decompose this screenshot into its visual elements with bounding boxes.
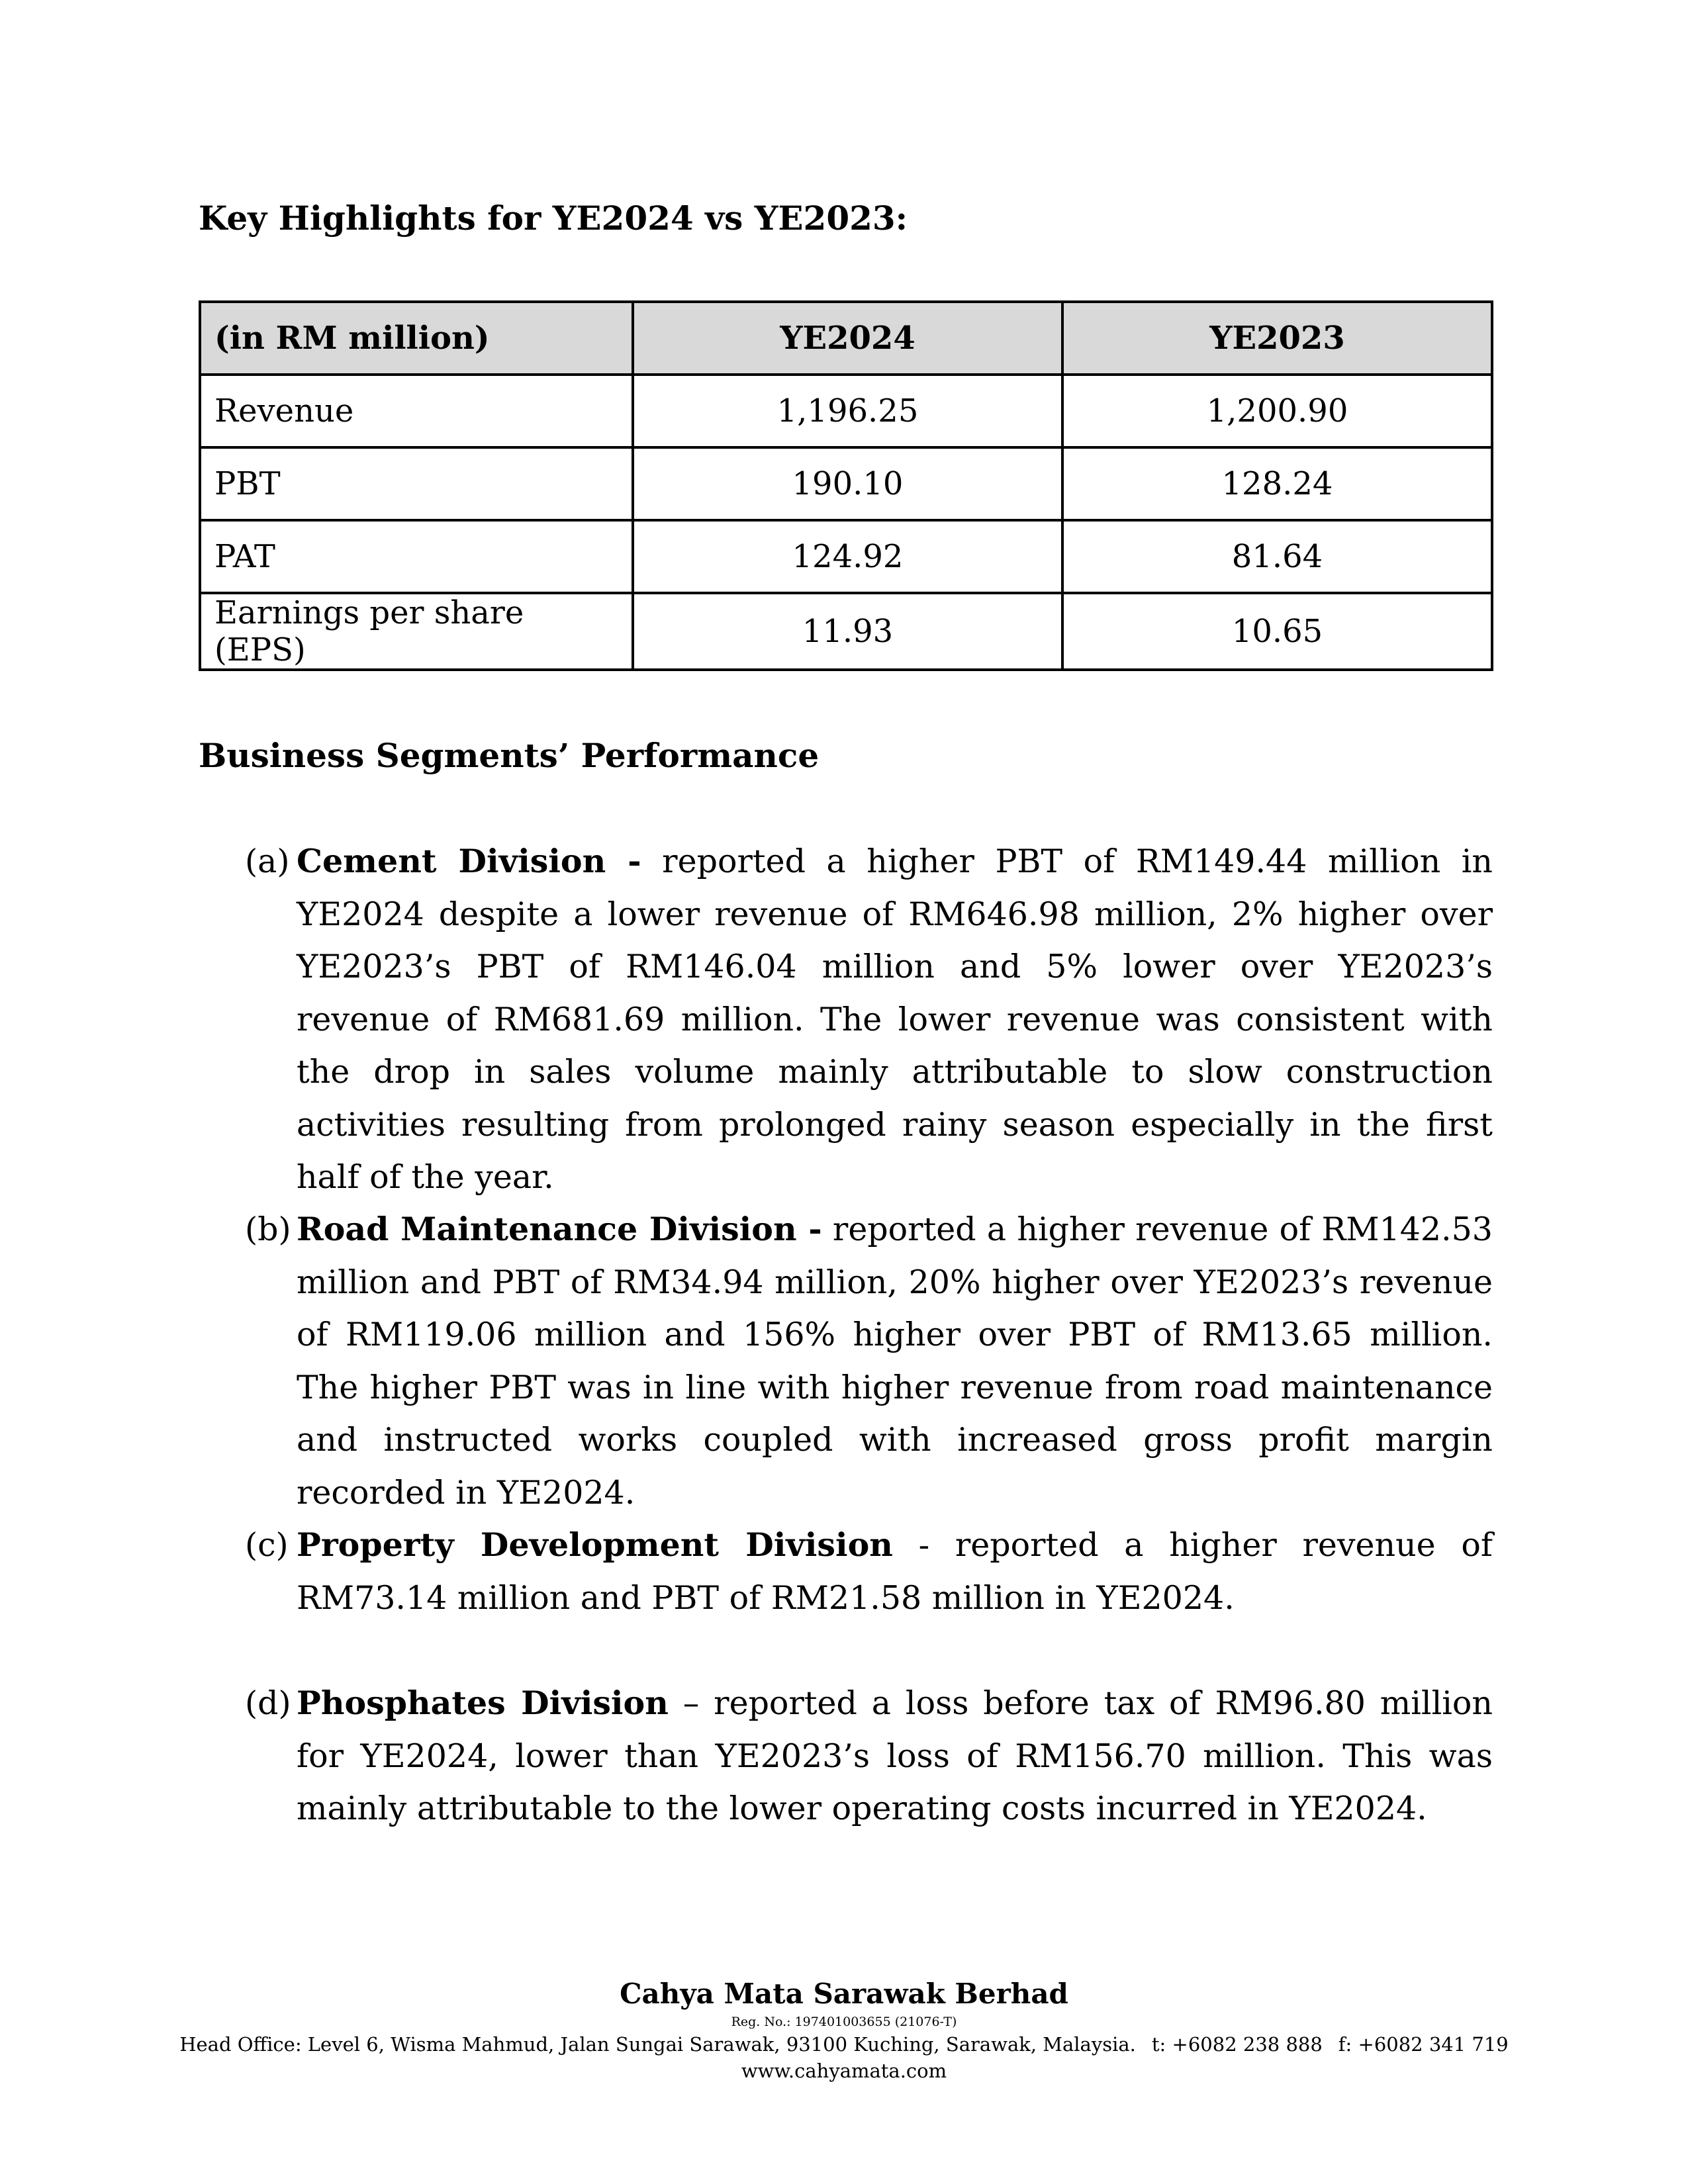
table-header-row: [200, 302, 1492, 375]
segment-text: – reported a loss before tax of RM96.80 million for YE2024, lower than YE2023’s loss of RM156.70 million. This was mainly attributable to the lower operating costs incurred in YE2024.: [297, 1684, 1493, 1827]
ye2024-value: 190.10: [633, 447, 1062, 520]
website-link[interactable]: www.cahyamata.com: [741, 2060, 947, 2082]
row-label: PBT: [200, 447, 633, 520]
list-marker: (a): [245, 842, 290, 880]
segment-text: reported a higher revenue of RM142.53 million and PBT of RM34.94 million, 20% higher over YE2023’s revenue of RM119.06 million and 156% higher over PBT of RM13.65 million. The higher PBT was in line with higher revenue from road maintenance and instructed works coupled with increased gross profit margin recorded in YE2024.: [297, 1210, 1493, 1512]
division-name: Cement Division -: [297, 842, 641, 880]
ye2024-value: 11.93: [633, 593, 1062, 670]
segment-cement: [245, 835, 1493, 1204]
segment-paragraph: [297, 835, 1493, 1204]
segment-road-maintenance: [245, 1203, 1493, 1519]
row-label: PAT: [200, 520, 633, 593]
table-row: [200, 593, 1492, 670]
page-footer: [0, 1976, 1688, 2084]
ye2023-value: 1,200.90: [1062, 375, 1492, 447]
phone-number: t: +6082 238 888: [1151, 2033, 1323, 2056]
segment-text: reported a higher PBT of RM149.44 million in YE2024 despite a lower revenue of RM646.98 million, 2% higher over YE2023’s PBT of RM146.04 million and 5% lower over YE2023’s revenue of RM681.69 million. The lower revenue was consistent with the drop in sales volume mainly attributable to slow construction activities resulting from prolonged rainy season especially in the first half of the year.: [297, 842, 1493, 1196]
list-marker: (d): [245, 1684, 291, 1722]
division-name: Road Maintenance Division -: [297, 1210, 822, 1248]
ye2023-value: 10.65: [1062, 593, 1492, 670]
division-name: Phosphates Division: [297, 1684, 669, 1722]
list-marker: (c): [245, 1526, 289, 1564]
contact-line: [0, 2031, 1688, 2058]
row-label: Revenue: [200, 375, 633, 447]
head-office-address: Head Office: Level 6, Wisma Mahmud, Jalan Sungai Sarawak, 93100 Kuching, Sarawak, Malaysia.: [179, 2033, 1136, 2056]
division-name: Property Development Division: [297, 1525, 893, 1564]
table-row: [200, 375, 1492, 447]
ye2024-value: 124.92: [633, 520, 1062, 593]
key-highlights-table: [199, 300, 1493, 671]
segment-phosphates: [245, 1677, 1493, 1835]
segments-heading: Business Segments’ Performance: [199, 736, 820, 775]
ye2023-value: 81.64: [1062, 520, 1492, 593]
segment-paragraph: [297, 1203, 1493, 1519]
segment-text: - reported a higher revenue of RM73.14 million and PBT of RM21.58 million in YE2024.: [297, 1526, 1493, 1617]
column-header-ye2023: YE2023: [1062, 302, 1492, 375]
company-name: Cahya Mata Sarawak Berhad: [620, 1978, 1068, 2010]
ye2023-value: 128.24: [1062, 447, 1492, 520]
row-label: Earnings per share (EPS): [200, 593, 633, 670]
fax-number: f: +6082 341 719: [1338, 2033, 1509, 2056]
column-header-unit: (in RM million): [200, 302, 633, 375]
table-row: [200, 447, 1492, 520]
table-row: [200, 520, 1492, 593]
page-heading: Key Highlights for YE2024 vs YE2023:: [199, 199, 908, 238]
registration-number: Reg. No.: 197401003655 (21076-T): [731, 2015, 957, 2029]
segment-property-development: [245, 1519, 1493, 1624]
segment-paragraph: [297, 1519, 1493, 1624]
list-marker: (b): [245, 1210, 291, 1248]
column-header-ye2024: YE2024: [633, 302, 1062, 375]
segment-paragraph: [297, 1677, 1493, 1835]
ye2024-value: 1,196.25: [633, 375, 1062, 447]
